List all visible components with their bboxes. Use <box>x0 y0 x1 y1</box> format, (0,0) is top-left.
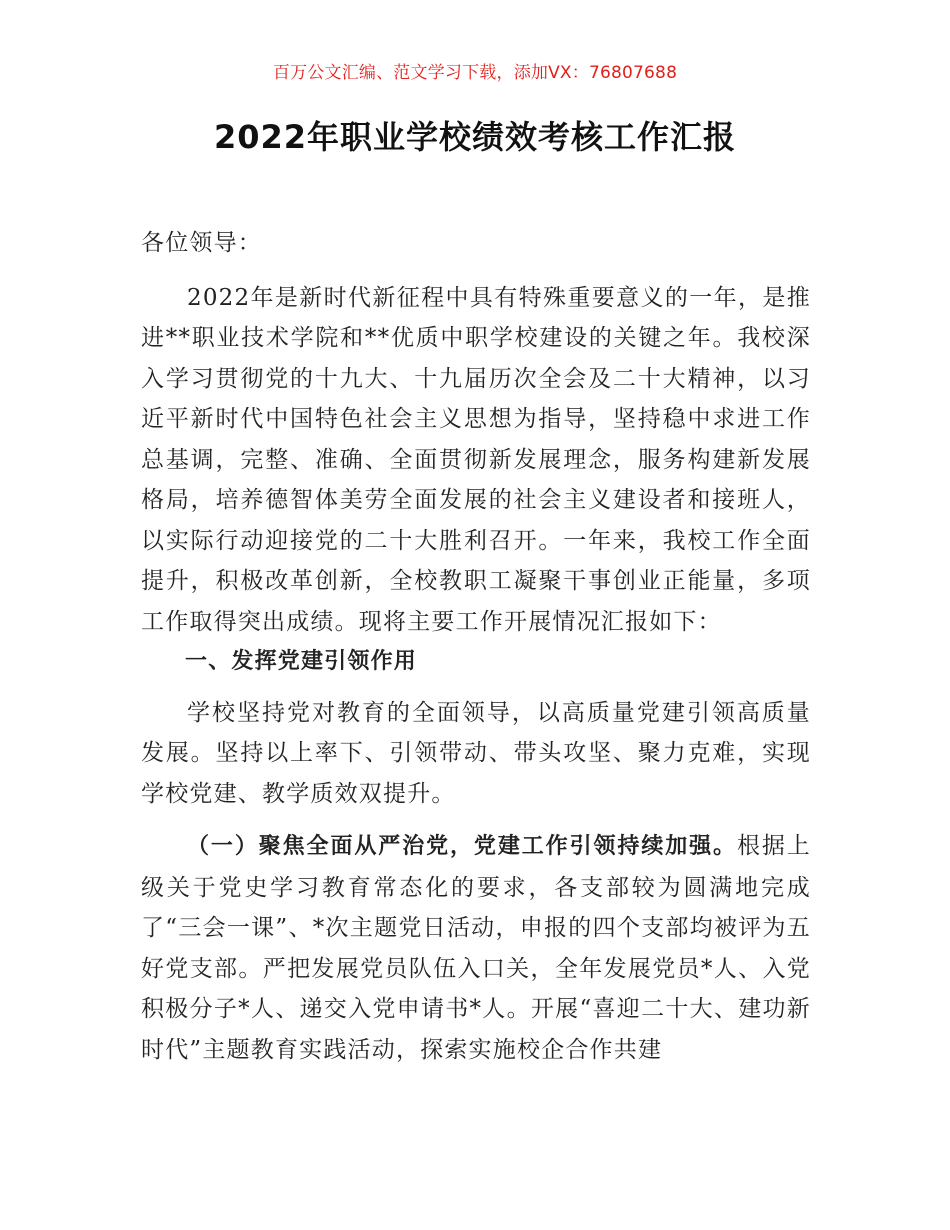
subsection-lead-1: （一）聚焦全面从严治党，党建工作引领持续加强。 <box>187 834 737 859</box>
page-title: 2022年职业学校绩效考核工作汇报 <box>213 118 737 156</box>
salutation: 各位领导： <box>141 230 262 256</box>
subsection-paragraph-1 <box>141 826 811 1070</box>
section-heading-1: 一、发挥党建引领作用 <box>185 649 418 674</box>
intro-paragraph: 2022年是新时代新征程中具有特殊重要意义的一年，是推进**职业技术学院和**优质中职学校建设的关键之年。我校深入学习贯彻党的十九大、十九届历次全会及二十大精神，以习近平新时代中国特色社会主义思想为指导，坚持稳中求进工作总基调，完整、准确、全面贯彻新发展理念，服务构建新发展格局，培养德智体美劳全面发展的社会主义建设者和接班人，以实际行动迎接党的二十大胜利召开。一年来，我校工作全面提升，积极改革创新，全校教职工凝聚干事创业正能量，多项工作取得突出成绩。现将主要工作开展情况汇报如下： <box>141 284 811 635</box>
document-body <box>141 223 811 1070</box>
subsection-body-1: 根据上级关于党史学习教育常态化的要求，各支部较为圆满地完成了“三会一课”、*次主题党日活动，申报的四个支部均被评为五好党支部。严把发展党员队伍入口关，全年发展党员*人、入党积极分子*人、递交入党申请书*人。开展“喜迎二十大、建功新时代”主题教育实践活动，探索实施校企合作共建 <box>141 833 811 1063</box>
watermark-banner: 百万公文汇编、范文学习下载，添加VX：76807688 <box>272 63 678 83</box>
section-paragraph-1: 学校坚持党对教育的全面领导，以高质量党建引领高质量发展。坚持以上率下、引领带动、带头攻坚、聚力克难，实现学校党建、教学质效双提升。 <box>141 699 811 807</box>
